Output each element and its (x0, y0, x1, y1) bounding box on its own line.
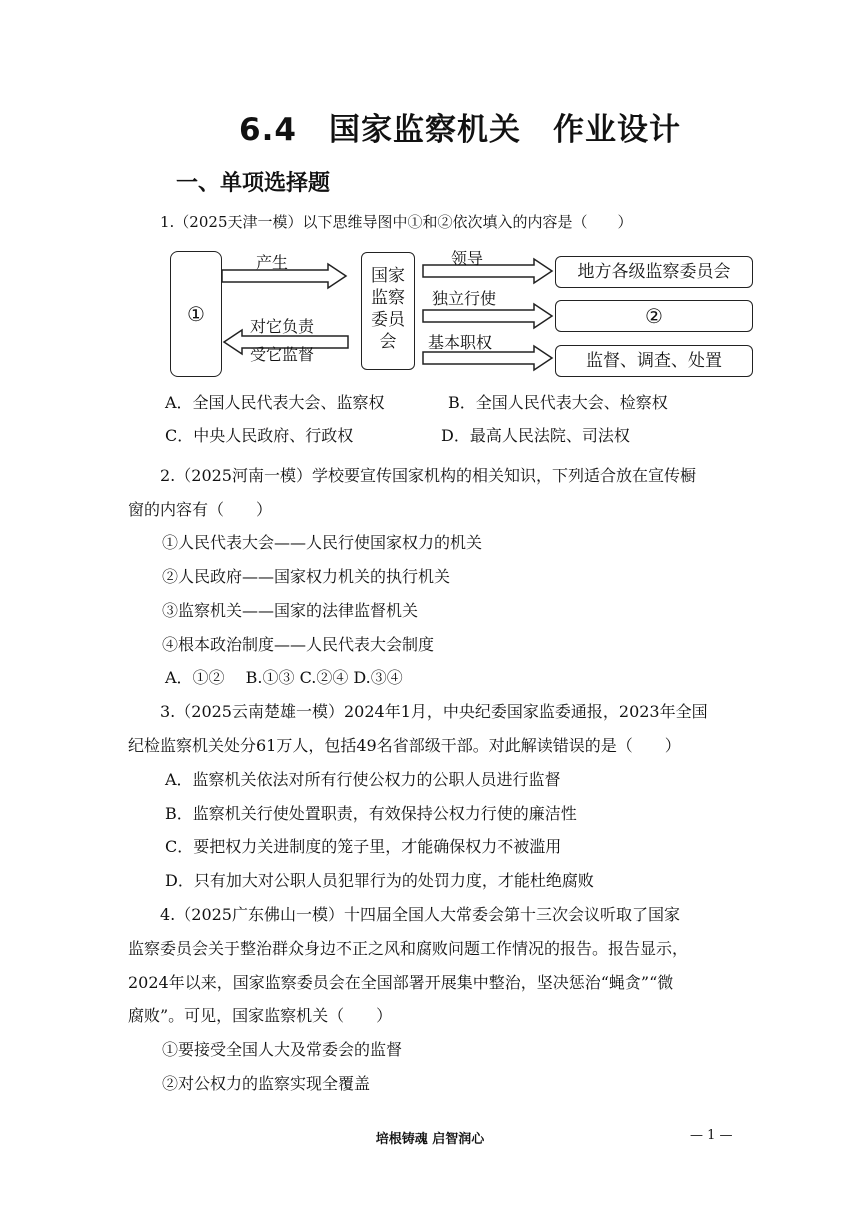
page-number: — 1 — (690, 1128, 733, 1143)
left-box (170, 251, 222, 377)
q1-option-b: B．全国人民代表大会、检察权 (448, 393, 668, 412)
label-produce: 产生 (256, 253, 289, 272)
label-supervised: 受它监督 (250, 345, 315, 364)
footer-motto: 培根铸魂 启智润心 (375, 1132, 485, 1147)
q3-option-a: A．监察机关依法对所有行使公权力的公职人员进行监督 (165, 770, 561, 789)
label-basic-powers: 基本职权 (428, 333, 493, 352)
center-box-line-2: 监察 (371, 288, 405, 308)
q3-option-c: C．要把权力关进制度的笼子里，才能确保权力不被滥用 (165, 837, 562, 856)
q4-item-1: ①要接受全国人大及常委会的监督 (162, 1040, 403, 1059)
right-box-3-text: 监督、调查、处置 (586, 351, 722, 371)
q2-stem-line-1: 2.（2025河南一模）学校要宣传国家机构的相关知识，下列适合放在宣传橱 (160, 466, 696, 485)
label-lead: 领导 (451, 249, 484, 268)
q2-item-2: ②人民政府——国家权力机关的执行机关 (162, 567, 451, 586)
q2-options: A．①② B.①③ C.②④ D.③④ (165, 668, 403, 687)
right-box-1 (555, 256, 753, 288)
q1-option-d: D．最高人民法院、司法权 (441, 426, 630, 445)
q4-stem-line-1: 4.（2025广东佛山一模）十四届全国人大常委会第十三次会议听取了国家 (160, 905, 680, 924)
section-heading: 一、单项选择题 (176, 171, 331, 196)
q2-item-4: ④根本政治制度——人民代表大会制度 (162, 635, 435, 654)
q2-stem-line-2: 窗的内容有（ ） (128, 500, 273, 519)
arrow-lead (423, 259, 552, 283)
page-title: 6.4 国家监察机关 作业设计 (239, 112, 681, 148)
q2-item-3: ③监察机关——国家的法律监督机关 (162, 601, 419, 620)
center-box-line-4: 会 (379, 332, 397, 352)
q4-stem-line-2: 监察委员会关于整治群众身边不正之风和腐败问题工作情况的报告。报告显示， (128, 939, 689, 958)
right-box-3 (555, 345, 753, 377)
q4-stem-line-4: 腐败”。可见，国家监察机关（ ） (128, 1006, 393, 1025)
right-box-1-text: 地方各级监察委员会 (577, 262, 731, 282)
q1-option-a: A．全国人民代表大会、监察权 (165, 393, 385, 412)
label-responsible: 对它负责 (250, 317, 315, 336)
q3-option-b: B．监察机关行使处置职责，有效保持公权力行使的廉洁性 (165, 804, 577, 823)
q3-stem-line-2: 纪检监察机关处分61万人，包括49名省部级干部。对此解读错误的是（ ） (128, 736, 681, 755)
center-box-line-1: 国家 (371, 266, 405, 286)
q1-mind-map (168, 248, 758, 380)
q3-stem-line-1: 3.（2025云南楚雄一模）2024年1月，中央纪委国家监委通报，2023年全国 (160, 702, 708, 721)
right-box-2-text: ② (645, 304, 663, 328)
center-box (361, 252, 415, 370)
q4-item-2: ②对公权力的监察实现全覆盖 (162, 1074, 371, 1093)
left-box-label: ① (187, 302, 205, 326)
right-box-2 (555, 300, 753, 332)
center-box-line-3: 委员 (371, 310, 405, 330)
q3-option-d: D．只有加大对公职人员犯罪行为的处罚力度，才能杜绝腐败 (165, 871, 594, 890)
q4-stem-line-3: 2024年以来，国家监察委员会在全国部署开展集中整治，坚决惩治“蝇贪”“微 (128, 973, 674, 992)
q2-item-1: ①人民代表大会——人民行使国家权力的机关 (162, 533, 483, 552)
label-independent: 独立行使 (432, 289, 497, 308)
q1-stem: 1.（2025天津一模）以下思维导图中①和②依次填入的内容是（ ） (160, 213, 633, 231)
q1-option-c: C．中央人民政府、行政权 (165, 426, 354, 445)
